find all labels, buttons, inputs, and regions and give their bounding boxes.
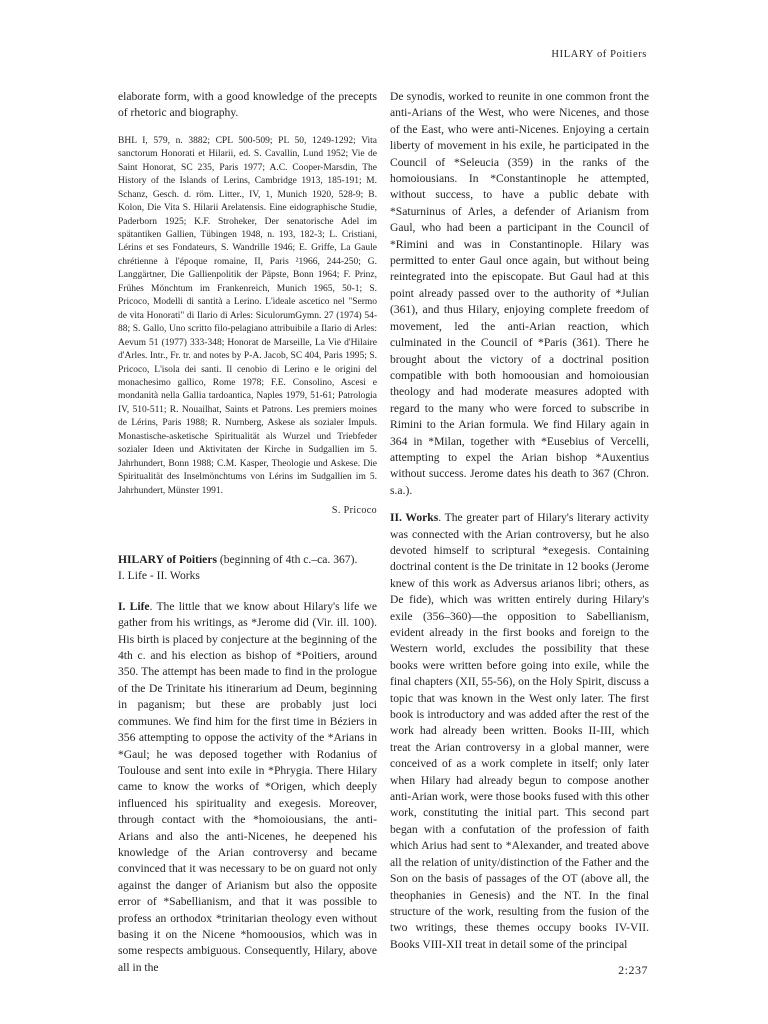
works-text: . The greater part of Hilary's literary activity was connected with the Arian controversy, but he also devoted himself to scriptural *exegesis. Containing doctrinal content is the De trinitate in 12 books (Jerome knew of this work as Adversus arianos libri; others, as De fide), which was written entirely during Hilary's exile (356–360)—the opposition to Sabellianism, evident already in the first books and foreign to the Western world, excludes the possibility that these books were written before going into exile, while the final chapters (XII, 55-56), on the Holy Spirit, discuss a topic that was known in the West only later. The first book is introductory and was added after the rest of the work had already been written. Books II-III, which treat the Arian controversy in a global manner, were conceived of as a work complete in itself; only later when Hilary had already begun to compose another anti-Arian work, were those books fused with this other work, constituting the initial part. This second part began with a confutation of the profession of faith which Arius had sent to *Alexander, and treated above all the relation of unity/distinction of the Father and the Son on the basis of passages of the OT (above all, the theophanies in Genesis) and the NT. In the final structure of the work, resulting from the fusion of the two writings, these themes occupy books IV-VII. Books VIII-XII treat in detail some of the principal xyxy=(390,511,650,951)
intro-paragraph: elaborate form, with a good knowledge of the precepts of rhetoric and biography. xyxy=(118,90,377,120)
running-head: HILARY of Poitiers xyxy=(551,49,647,60)
entry-outline: I. Life - II. Works xyxy=(118,569,200,583)
left-column xyxy=(118,89,377,976)
life-text: . The little that we know about Hilary's life we gather from his writings, as *Jerome did (Vir. ill. 100). His birth is placed by conjecture at the beginning of the 4th c. and his election as bishop of *Poitiers, around 350. The attempt has been made to find in the prologue of the De Trinitate his itinerarium ad Deum, beginning in paganism; but these are probably just loci communes. We find him for the first time in Béziers in 356 attempting to oppose the activity of the *Arians in *Gaul; he was deposed together with Rodanius of Toulouse and sent into exile in *Phrygia. There Hilary came to know the works of *Origen, which deeply influenced his spirituality and exegesis. Moreover, through contact with the *homoiousians, the anti-Arians and also the anti-Nicenes, he deepened his knowledge of the Arian controversy and became convinced that it was necessary to be on guard not only against the danger of Arianism but also the opposite error of *Sabellianism, and that it was possible to profess an orthodox *trinitarian theology even without basing it on the Nicene *homoousios, which was in some respects ambiguous. Consequently, Hilary, above all in the xyxy=(118,599,377,974)
author-signature: S. Pricoco xyxy=(331,505,377,517)
works-heading: II. Works xyxy=(390,511,439,525)
entry-dates: (beginning of 4th c.–ca. 367). xyxy=(216,553,358,567)
right-column xyxy=(390,89,649,953)
life-paragraph xyxy=(118,599,377,976)
life-continued-paragraph: De synodis, worked to reunite in one common front the anti-Arians of the West, who were Nicenes, and those of the East, who were anti-Nicenes. Enjoying a certain liberty of movement in his exile, he participated in the Council of *Seleucia (359) in the ranks of the homoiousians. In *Constantinople he attempted, without success, to have a public debate with *Saturninus of Arles, a defender of Arianism from Gaul, who had been a participant in the Council of *Rimini and was in Constantinople. Hilary was permitted to enter Gaul once again, but without being reintegrated into the episcopate. But Gaul had at this point already passed over to the authority of *Julian (361), and thus Hilary, enjoying complete freedom of movement, led the anti-Arian reaction, which culminated in the Council of *Paris (361). There he brought about the victory of a doctrinal position compatible with both homoousian and homoiousian theology and had moderate measures adopted with regard to the many who were forced to subscribe in Rimini to the Arian formula. We find Hilary again in 364 in *Milan, together with *Eusebius of Vercelli, attempting to expel the Arian bishop *Auxentius without success. Jerome dates his death to 367 (Chron. s.a.). xyxy=(390,90,649,497)
works-paragraph xyxy=(390,510,649,953)
entry-heading xyxy=(118,552,377,585)
entry-title: HILARY of Poitiers xyxy=(118,553,217,567)
bibliography: BHL I, 579, n. 3882; CPL 500-509; PL 50, 1249-1292; Vita sanctorum Honorati et Hilarii, ed. S. Cavallin, Lund 1952; Vie de Saint Honorat, SC 235, Paris 1977; A.C. Cooper-Marsdin, The History of the Islands of Lerins, Cambridge 1913, 185-191; M. Schanz, Gesch. d. röm. Litter., IV, 1, Munich 1920, 528-9; B. Kolon, Die Vita S. Hilarii Arelatensis. Eine eidographische Studie, Paderborn 1925; K.F. Stroheker, Der senatorische Adel im spätantiken Gallien, Tübingen 1948, n. 193, 182-3; L. Cristiani, Lérins et ses Fondateurs, S. Wandrille 1946; E. Griffe, La Gaule chrétienne à l'époque romaine, II, Paris ²1966, 244-250; G. Langgärtner, Die Gallienpolitik der Päpste, Bonn 1964; F. Prinz, Frühes Mönchtum im Frankenreich, Munich 1965, 50-1; S. Pricoco, Modelli di santità a Lerino. L'ideale ascetico nel "Sermo de vita Honorati" di Ilario di Arles: SiculorumGymn. 27 (1974) 54-88; S. Gallo, Uno scritto filo-pelagiano attribuibile a Ilario di Arles: Aevum 51 (1977) 333-348; Honorat de Marseille, La Vie d'Hilaire d'Arles. Intr., Fr. tr. and notes by P-A. Jacob, SC 404, Paris 1995; S. Pricoco, L'isola dei santi. Il cenobio di Lerino e le origini del monachesimo gallico, Rome 1978; F.E. Consolino, Ascesi e mondanità nella Gallia tardoantica, Naples 1979, 51-61; Patrologia IV, 510-511; R. Nouailhat, Saints et Patrons. Les premiers moines de Lérins, Paris 1988; R. Nurnberg, Askese als sozialer Impuls. Monastische-asketische Spiritualität als Wurzel und Triebfeder sozialer Ideen und Aktivitaten der Kirche in Sudgallien im 5. Jahrhundert, Bonn 1988; C.M. Kasper, Theologie und Askese. Die Spiritualität des Inselmönchtums von Lérins im Sudgallien im 5. Jahrhundert, Münster 1991. xyxy=(118,135,377,496)
page-number: 2:237 xyxy=(618,963,648,977)
life-heading: I. Life xyxy=(118,599,150,613)
